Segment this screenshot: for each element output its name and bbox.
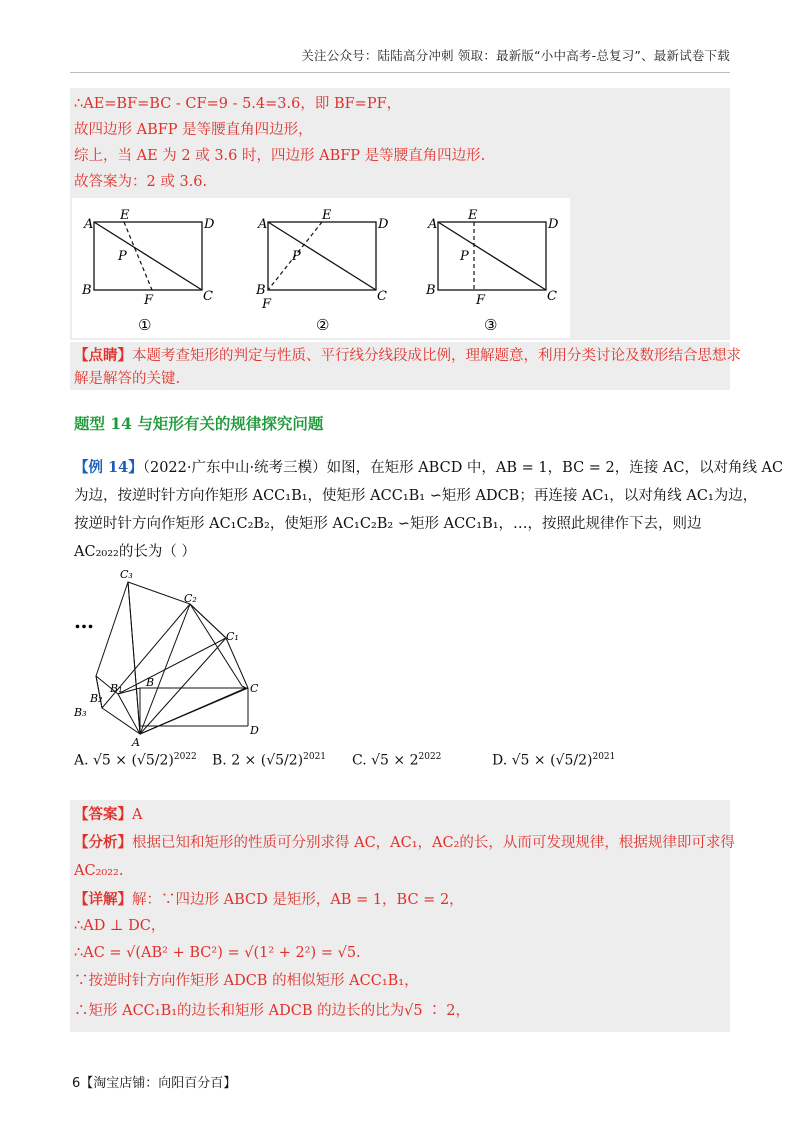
spiral-label-b2: B₂ [90, 692, 103, 705]
fig3-label-b: B [426, 283, 436, 298]
analysis-tag: 【分析】 [74, 834, 132, 851]
fig1-label-f: F [144, 293, 154, 308]
detail-tag: 【详解】 [74, 891, 132, 908]
section-title: 题型 14 与矩形有关的规律探究问题 [74, 414, 324, 433]
page-footer: 6【淘宝店铺：向阳百分百】 [72, 1076, 237, 1091]
analysis-line-2: AC₂₀₂₂. [74, 863, 124, 879]
spiral-label-c1: C₁ [226, 630, 239, 643]
spiral-label-c: C [250, 682, 259, 695]
dianjing-tag: 【点睛】 [74, 347, 132, 364]
answer-line [74, 804, 142, 826]
fig3-label-c: C [547, 289, 557, 304]
example-line-4: AC₂₀₂₂的长为（ ） [74, 544, 196, 560]
example-line-3: 按逆时针方向作矩形 AC₁C₂B₂，使矩形 AC₁C₂B₂ ∽矩形 ACC₁B₁，…，按照此规律作下去，则边 [74, 516, 702, 532]
spiral-label-b3: B₃ [74, 706, 87, 719]
analysis-text-1: 根据已知和矩形的性质可分别求得 AC，AC₁，AC₂的长，从而可发现规律，根据规律即可求得 [132, 835, 735, 851]
detail-line-2: ∴AD ⊥ DC， [74, 918, 166, 934]
fig1-label-p: P [118, 249, 127, 264]
option-b-letter: B. [212, 752, 227, 769]
solution-line-4: 故答案为：2 或 3.6. [74, 174, 208, 190]
spiral-label-c2: C₂ [184, 592, 197, 605]
option-d-letter: D. [492, 752, 508, 769]
solution-line-2: 故四边形 ABFP 是等腰直角四边形， [74, 122, 313, 138]
example-tag: 【例 14】 [74, 459, 143, 476]
dianjing-text-1: 本题考查矩形的判定与性质、平行线分线段成比例，理解题意，利用分类讨论及数形结合思想求 [132, 348, 741, 364]
fig3-label-p: P [460, 249, 469, 264]
option-b[interactable] [212, 752, 326, 769]
option-a[interactable] [74, 752, 197, 769]
fig2-label-b: B [256, 283, 266, 298]
spiral-label-b: B [146, 676, 155, 689]
example-text-1: （2022·广东中山·统考三模）如图，在矩形 ABCD 中，AB = 1，BC = 2，连接 AC，以对角线 AC [142, 460, 784, 476]
solution-line-1: ∴AE=BF=BC - CF=9 - 5.4=3.6，即 BF=PF， [74, 96, 402, 112]
option-c-letter: C. [352, 752, 367, 769]
fig3-label-e: E [468, 208, 478, 223]
fig1-label-c: C [203, 289, 213, 304]
fig3-label-d: D [548, 217, 559, 232]
spiral-label-c3: C₃ [120, 568, 133, 581]
fig2-label-a: A [258, 217, 268, 232]
detail-text-1: 解：∵四边形 ABCD 是矩形，AB = 1，BC = 2， [132, 892, 464, 908]
example-line-2: 为边，按逆时针方向作矩形 ACC₁B₁，使矩形 ACC₁B₁ ∽矩形 ADCB；再连接 AC₁，以对角线 AC₁为边， [74, 488, 758, 504]
option-b-exp: 2021 [303, 752, 327, 762]
spiral-label-d: D [250, 724, 259, 737]
fig1-label-a: A [84, 217, 94, 232]
fig1-label-b: B [82, 283, 92, 298]
fig1-number: ① [138, 316, 152, 334]
detail-line-3: ∴AC = √(AB² + BC²) = √(1² + 2²) = √5. [74, 945, 361, 961]
option-d-expr: √5 × (√5/2) [511, 752, 593, 769]
rectangle-figures [72, 198, 570, 338]
fig2-label-e: E [322, 208, 332, 223]
fig2-label-f: F [262, 297, 272, 312]
answer-tag: 【答案】 [74, 806, 132, 823]
fig3-number: ③ [484, 316, 498, 334]
analysis-line-1 [74, 832, 735, 854]
option-b-expr: 2 × (√5/2) [231, 752, 304, 769]
fig2-number: ② [316, 316, 330, 334]
option-d[interactable] [492, 752, 615, 769]
detail-line-4: ∵按逆时针方向作矩形 ADCB 的相似矩形 ACC₁B₁， [74, 973, 419, 989]
solution-line-3: 综上，当 AE 为 2 或 3.6 时，四边形 ABFP 是等腰直角四边形. [74, 148, 486, 164]
answer-value: A [132, 807, 143, 823]
fig2-label-c: C [377, 289, 387, 304]
spiral-label-a: A [132, 736, 140, 746]
page-header: 关注公众号：陆陆高分冲刺 领取：最新版“小中高考-总复习”、最新试卷下载 [301, 48, 730, 63]
option-a-exp: 2022 [173, 752, 197, 762]
header-rule [70, 72, 730, 73]
detail-line-1 [74, 889, 464, 911]
dianjing-line-2: 解是解答的关键. [74, 371, 181, 387]
option-a-expr: √5 × (√5/2) [93, 752, 174, 769]
fig2-label-p: P [292, 249, 301, 264]
option-c-expr: √5 × 2 [371, 752, 419, 769]
spiral-figure [70, 566, 270, 746]
fig2-label-d: D [378, 217, 389, 232]
fig1-label-d: D [204, 217, 215, 232]
option-c[interactable] [352, 752, 441, 769]
option-d-exp: 2021 [592, 752, 616, 762]
detail-line-5: ∴矩形 ACC₁B₁的边长和矩形 ADCB 的边长的比为√5 ∶ 2， [74, 1003, 471, 1019]
figure-ellipsis: … [74, 609, 94, 633]
example-line-1 [74, 457, 783, 479]
option-a-letter: A. [74, 752, 89, 769]
fig1-label-e: E [120, 208, 130, 223]
dianjing-line-1 [74, 345, 741, 367]
option-c-exp: 2022 [418, 752, 442, 762]
fig3-label-a: A [428, 217, 438, 232]
spiral-label-b1: B₁ [110, 682, 123, 695]
fig3-label-f: F [476, 293, 486, 308]
